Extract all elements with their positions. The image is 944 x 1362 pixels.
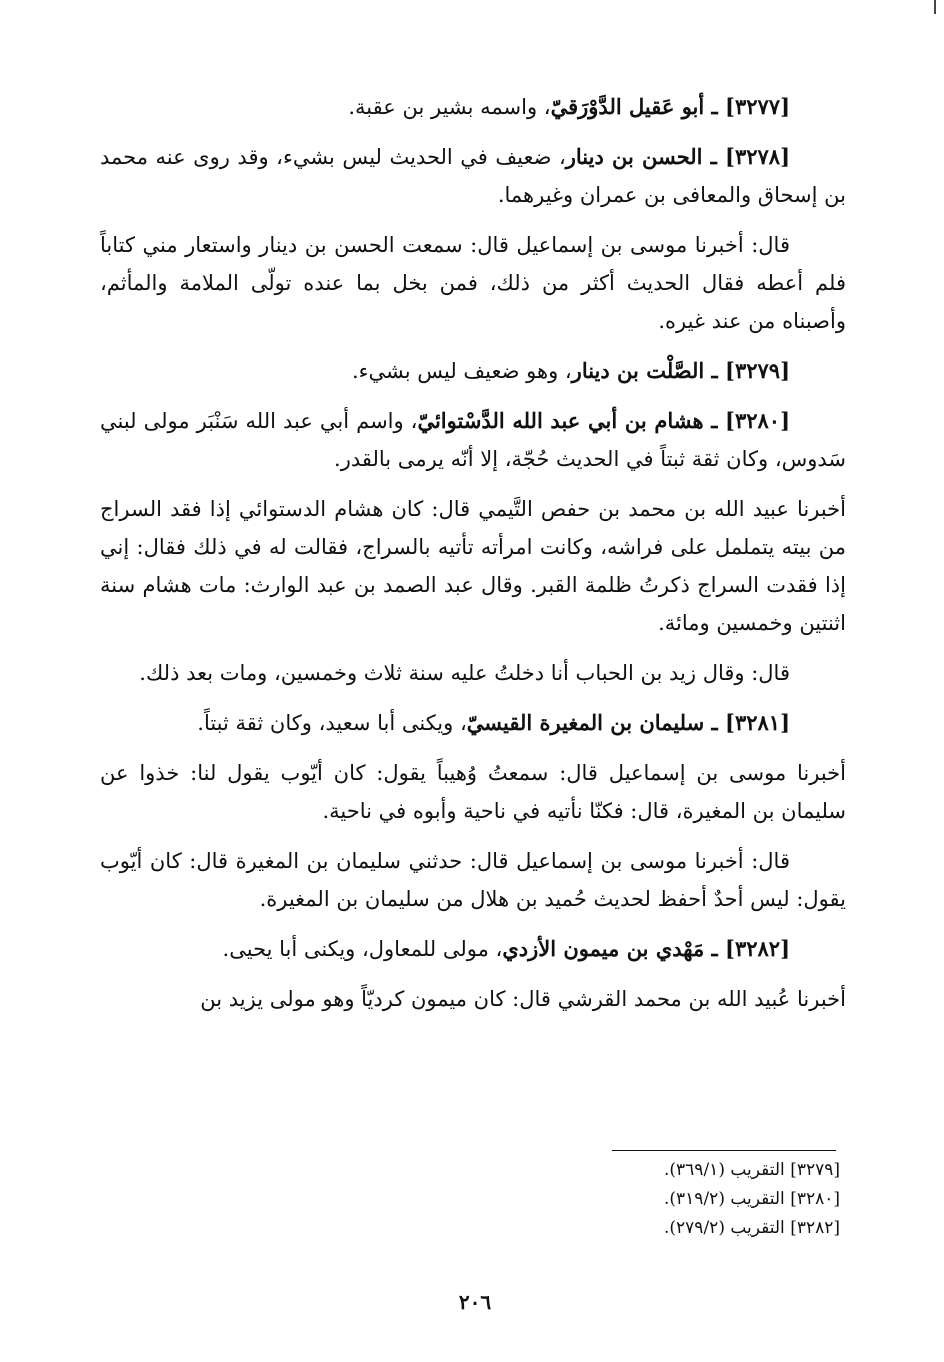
narration-paragraph: قال: أخبرنا موسى بن إسماعيل قال: حدثني سليمان بن المغيرة قال: كان أيّوب يقول: ليس أحدٌ أحفظ لحديث حُميد بن هلال من سليمان بن المغيرة. <box>100 849 846 911</box>
entry-3277 <box>100 88 846 126</box>
entry-text: ، ضعيف في الحديث ليس بشيء، وقد روى عنه محمد بن إسحاق والمعافى بن عمران وغيرهما. <box>100 145 846 207</box>
main-text <box>100 88 846 1030</box>
entry-3280 <box>100 402 846 478</box>
entry-text: ، ويكنى أبا سعيد، وكان ثقة ثبتاً. <box>197 711 467 735</box>
entry-3279 <box>100 352 846 390</box>
narration-paragraph: قال: أخبرنا موسى بن إسماعيل قال: سمعت الحسن بن دينار واستعار مني كتاباً فلم أعطه فقال الحديث أكثر من ذلك، فمن بخل بما عنده تولّى الملامة والمأثم، وأصبناه من عند غيره. <box>100 233 846 333</box>
narration-paragraph: أخبرنا موسى بن إسماعيل قال: سمعتُ وُهيباً يقول: كان أيّوب يقول لنا: خذوا عن سليمان بن المغيرة، قال: فكنّا نأتيه في ناحية وأبوه في ناحية. <box>100 761 846 823</box>
entry-heading: [٣٢٨٢] ـ مَهْدي بن ميمون الأزدي <box>502 936 790 961</box>
footnote-3279: [٣٢٧٩] التقريب (٣٦٩/١). <box>664 1160 840 1180</box>
entry-heading: [٣٢٧٩] ـ الصَّلْت بن دينار <box>571 358 790 383</box>
entry-text: ، واسم أبي عبد الله سَنْبَر مولى لبني سَدوس، وكان ثقة ثبتاً في الحديث حُجّة، إلا أنّه يرمى بالقدر. <box>100 409 846 471</box>
entry-text: ، وهو ضعيف ليس بشيء. <box>351 359 572 383</box>
narration-paragraph: قال: وقال زيد بن الحباب أنا دخلتُ عليه سنة ثلاث وخمسين، ومات بعد ذلك. <box>139 661 790 685</box>
entry-text: ، مولى للمعاول، ويكنى أبا يحيى. <box>222 937 503 961</box>
entry-heading: [٣٢٧٧] ـ أبو عَقيل الدَّوْرَقيّ <box>550 94 790 119</box>
footnote-3282: [٣٢٨٢] التقريب (٢٧٩/٢). <box>664 1218 840 1238</box>
entry-3282 <box>100 930 846 968</box>
entry-3278 <box>100 138 846 214</box>
entry-text: ، واسمه بشير بن عقبة. <box>348 95 551 119</box>
footnote-separator <box>612 1150 836 1151</box>
entry-heading: [٣٢٨٠] ـ هشام بن أبي عبد الله الدَّسْتوائيّ <box>417 408 791 433</box>
entry-heading: [٣٢٧٨] ـ الحسن بن دينار <box>565 144 790 169</box>
footnote-3280: [٣٢٨٠] التقريب (٣١٩/٢). <box>664 1189 840 1209</box>
narration-paragraph: أخبرنا عُبيد الله بن محمد القرشي قال: كان ميمون كرديّاً وهو مولى يزيد بن <box>200 987 846 1011</box>
page-number: ٢٠٦ <box>458 1290 492 1314</box>
scan-edge-mark <box>934 0 936 14</box>
entry-heading: [٣٢٨١] ـ سليمان بن المغيرة القيسيّ <box>466 710 790 735</box>
narration-paragraph: أخبرنا عبيد الله بن محمد بن حفص التَّيمي قال: كان هشام الدستوائي إذا فقد السراج من بيته يتململ على فراشه، وكانت امرأته تأتيه بالسراج، فقالت له في ذلك فقال: إني إذا فقدت السراج ذكرتُ ظلمة القبر. وقال عبد الصمد بن عبد الوارث: مات هشام سنة اثنتين وخمسين ومائة. <box>100 497 846 635</box>
footnotes <box>560 1156 840 1243</box>
entry-3281 <box>100 704 846 742</box>
